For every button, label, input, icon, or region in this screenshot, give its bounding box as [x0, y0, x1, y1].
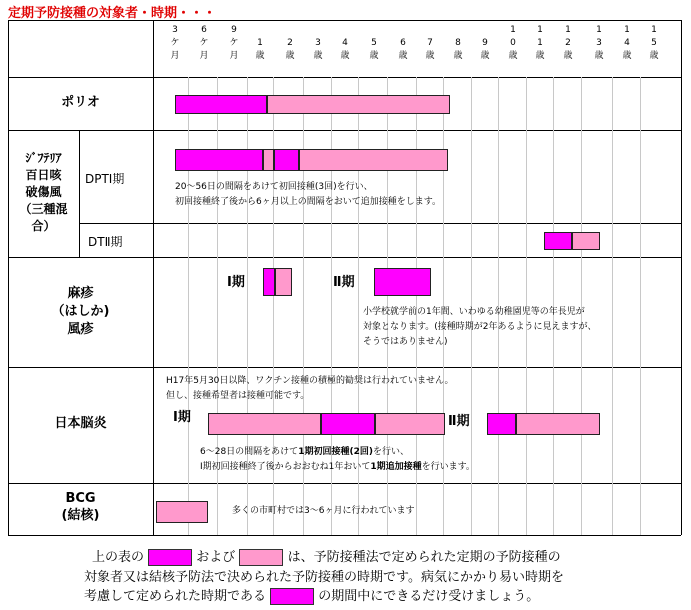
- age-tick-label: 5 歳: [369, 38, 379, 61]
- row-label-measles: 麻疹 （はしか) 風疹: [51, 286, 110, 337]
- age-tick-label: 1 5 歳: [649, 25, 659, 61]
- age-tick-label: 9 ケ 月: [229, 25, 239, 61]
- grid-column-line: [612, 77, 613, 535]
- je-note-2: 但し、接種希望者は接種可能です。: [166, 391, 310, 401]
- dpt1-bar-booster: [274, 149, 299, 171]
- age-tick-label: 1 1 歳: [535, 25, 545, 61]
- je-phase1-label: Ⅰ期: [173, 410, 191, 425]
- polio-bar-standard: [175, 95, 267, 114]
- age-tick-label: 1 2 歳: [563, 25, 573, 61]
- row-label-dpt1: DPTⅠ期: [85, 172, 125, 186]
- age-tick-label: 9 歳: [480, 38, 490, 61]
- je2-bar-eligible: [516, 413, 600, 435]
- bcg-note: 多くの市町村では3～6ヶ月に行われています: [232, 506, 415, 516]
- legend-swatch-magenta: [148, 549, 192, 566]
- dpt-note-1: 20～56日の間隔をあけて初回接種(3回)を行い、: [175, 182, 373, 192]
- age-tick-label: 7 歳: [425, 38, 435, 61]
- dpt-note-2: 初回接種終了後から6ヶ月以上の間隔をおいて追加接種をします。: [175, 197, 442, 207]
- dpt1-bar-gap: [263, 149, 274, 171]
- age-tick-label: 1 0 歳: [508, 25, 518, 61]
- polio-bar-eligible: [267, 95, 450, 114]
- grid-column-line: [640, 77, 641, 535]
- measles1-bar-standard: [263, 268, 275, 296]
- page-title: 定期予防接種の対象者・時期・・・: [8, 6, 217, 21]
- age-tick-label: 8 歳: [453, 38, 463, 61]
- legend-line-2: 対象者又は結核予防法で決められた予防接種の時期です。病気にかかり易い時期を: [84, 570, 564, 585]
- age-tick-label: 3 歳: [313, 38, 323, 61]
- legend-line-1: 上の表の および は、予防接種法で定められた定期の予防接種の: [92, 550, 561, 565]
- row-label-dt2: DTⅡ期: [88, 235, 123, 249]
- row-label-polio: ポリオ: [61, 95, 100, 110]
- legend-line-3: 考慮して定められた時期である の期間中にできるだけ受けましょう。: [84, 589, 540, 604]
- bcg-bar: [156, 501, 208, 523]
- je1-bar-eligible-b: [375, 413, 445, 435]
- measles2-bar: [374, 268, 431, 296]
- legend-swatch-magenta-2: [270, 588, 314, 605]
- dt2-bar-eligible: [572, 232, 600, 250]
- dt2-bar-standard: [544, 232, 572, 250]
- measles-note-1: 小学校就学前の1年間、いわゆる幼稚園児等の年長児が: [363, 307, 585, 317]
- age-tick-label: 6 ケ 月: [199, 25, 209, 61]
- je-note-1: H17年5月30日以降、ワクチン接種の積極的勧奨は行われていません。: [166, 376, 454, 386]
- age-tick-label: 4 歳: [340, 38, 350, 61]
- measles1-bar-eligible: [275, 268, 292, 296]
- age-tick-label: 3 ケ 月: [170, 25, 180, 61]
- row-label-dpt: ｼﾞﾌﾃﾘｱ 百日咳 破傷風 （三種混 合）: [19, 151, 68, 233]
- je2-bar-standard: [487, 413, 516, 435]
- age-tick-label: 2 歳: [285, 38, 295, 61]
- age-tick-label: 1 4 歳: [622, 25, 632, 61]
- row-label-bcg: BCG (結核): [61, 491, 100, 523]
- age-tick-label: 1 歳: [255, 38, 265, 61]
- je1-bar-eligible-a: [208, 413, 321, 435]
- age-tick-label: 6 歳: [398, 38, 408, 61]
- dpt1-bar-initial: [175, 149, 263, 171]
- legend-swatch-pink: [239, 549, 283, 566]
- je-note-4: Ⅰ期初回接種終了後からおおむね1年おいて1期追加接種を行います。: [200, 462, 475, 472]
- measles-note-2: 対象となります。(接種時期が2年あるように見えますが、: [363, 322, 597, 332]
- measles-phase1-label: Ⅰ期: [227, 275, 245, 290]
- measles-note-3: そうではありません): [363, 337, 448, 347]
- measles-phase2-label: Ⅱ期: [333, 275, 355, 290]
- age-tick-label: 1 3 歳: [594, 25, 604, 61]
- je-note-3: 6～28日の間隔をあけて1期初回接種(2回)を行い、: [200, 447, 409, 457]
- je1-bar-standard: [321, 413, 375, 435]
- row-label-je: 日本脳炎: [54, 416, 107, 431]
- grid-column-line: [188, 77, 189, 535]
- dpt1-bar-eligible: [299, 149, 448, 171]
- je-phase2-label: Ⅱ期: [448, 414, 470, 429]
